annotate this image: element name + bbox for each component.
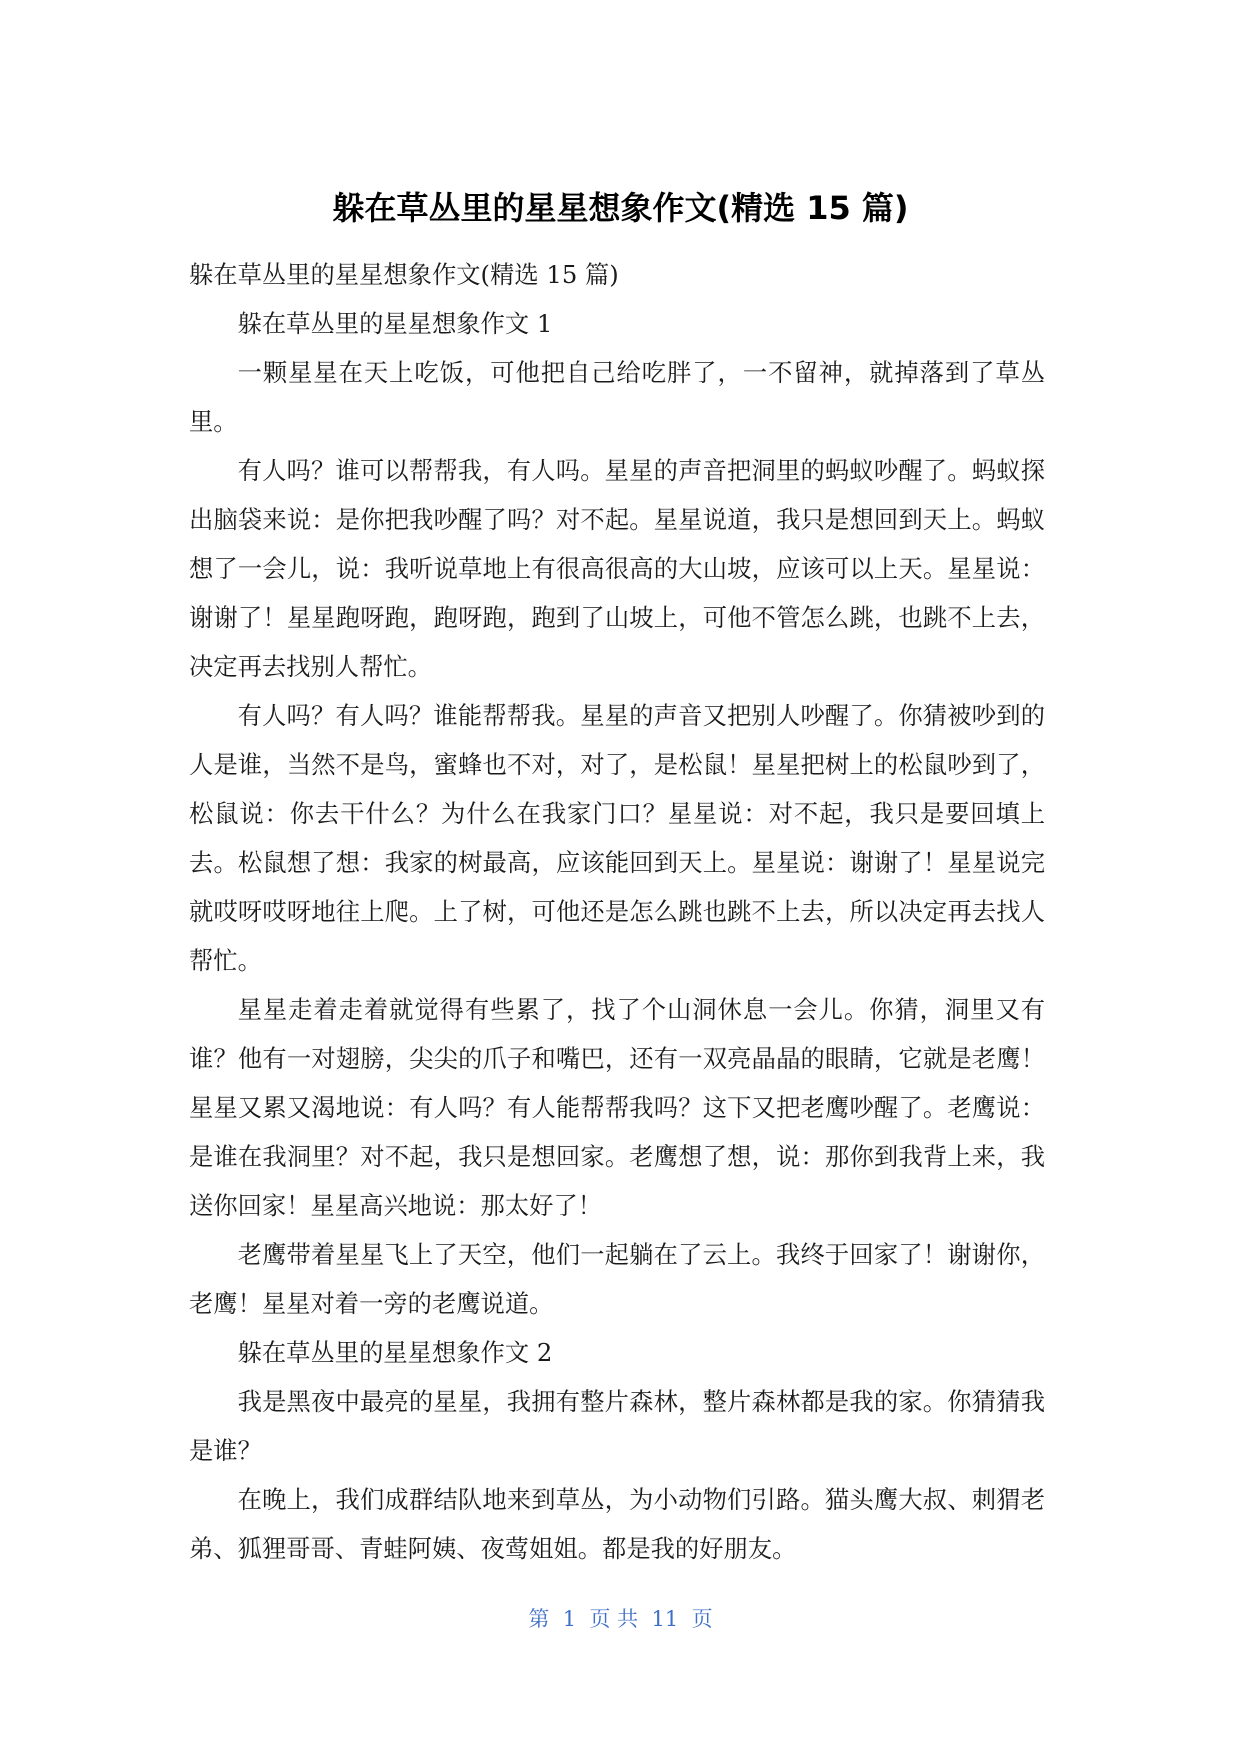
paragraph: 一颗星星在天上吃饭，可他把自己给吃胖了，一不留神，就掉落到了草丛里。 xyxy=(189,358,1045,436)
section-heading-1: 躲在草丛里的星星想象作文 1 xyxy=(237,309,553,338)
paragraph: 我是黑夜中最亮的星星，我拥有整片森林，整片森林都是我的家。你猜猜我是谁？ xyxy=(189,1387,1045,1465)
page-title: 躲在草丛里的星星想象作文(精选 15 篇) xyxy=(332,189,909,227)
paragraph: 有人吗？谁可以帮帮我，有人吗。星星的声音把洞里的蚂蚁吵醒了。蚂蚁探出脑袋来说：是你把我吵醒了吗？对不起。星星说道，我只是想回到天上。蚂蚁想了一会儿，说：我听说草地上有很高很高的大山坡，应该可以上天。星星说：谢谢了！星星跑呀跑，跑呀跑，跑到了山坡上，可他不管怎么跳，也跳不上去，决定再去找别人帮忙。 xyxy=(189,456,1045,681)
document-body xyxy=(189,250,1045,1573)
paragraph: 有人吗？有人吗？谁能帮帮我。星星的声音又把别人吵醒了。你猜被吵到的人是谁，当然不是鸟，蜜蜂也不对，对了，是松鼠！星星把树上的松鼠吵到了，松鼠说：你去干什么？为什么在我家门口？星星说：对不起，我只是要回填上去。松鼠想了想：我家的树最高，应该能回到天上。星星说：谢谢了！星星说完就哎呀哎呀地往上爬。上了树，可他还是怎么跳也跳不上去，所以决定再去找人帮忙。 xyxy=(189,701,1045,975)
paragraph: 老鹰带着星星飞上了天空，他们一起躺在了云上。我终于回家了！谢谢你，老鹰！星星对着一旁的老鹰说道。 xyxy=(189,1240,1045,1318)
subtitle-line: 躲在草丛里的星星想象作文(精选 15 篇) xyxy=(189,260,619,289)
paragraph: 星星走着走着就觉得有些累了，找了个山洞休息一会儿。你猜，洞里又有谁？他有一对翅膀，尖尖的爪子和嘴巴，还有一双亮晶晶的眼睛，它就是老鹰！星星又累又渴地说：有人吗？有人能帮帮我吗？这下又把老鹰吵醒了。老鹰说：是谁在我洞里？对不起，我只是想回家。老鹰想了想，说：那你到我背上来，我送你回家！星星高兴地说：那太好了！ xyxy=(189,995,1045,1220)
paragraph: 在晚上，我们成群结队地来到草丛，为小动物们引路。猫头鹰大叔、刺猬老弟、狐狸哥哥、青蛙阿姨、夜莺姐姐。都是我的好朋友。 xyxy=(189,1485,1045,1563)
section-heading-2: 躲在草丛里的星星想象作文 2 xyxy=(237,1338,553,1367)
page-number-footer: 第 1 页 共 11 页 xyxy=(528,1607,713,1631)
